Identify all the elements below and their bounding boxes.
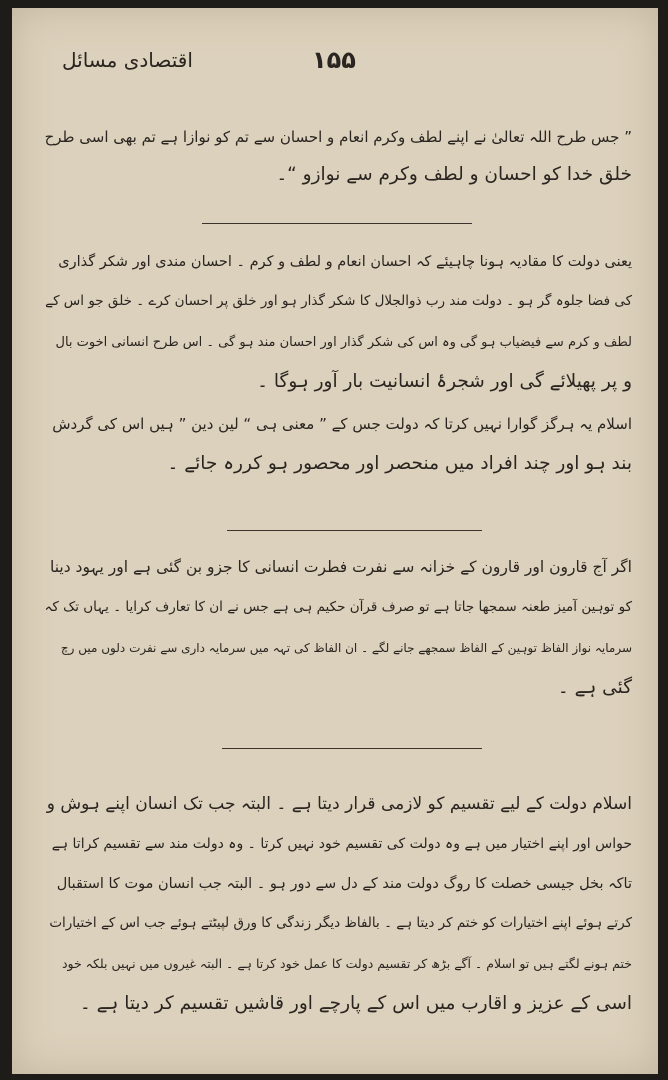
text-line: و پر پھیلائے گی اور شجرۂ انسانیت بار آور ہوگا ۔ xyxy=(257,370,632,392)
text-line: اسلام دولت کے لیے تقسیم کو لازمی قرار دیتا ہے ۔ البتہ جب تک انسان اپنے ہوش و xyxy=(46,793,632,814)
page-number: ۱۵۵ xyxy=(312,46,356,74)
text-line: یعنی دولت کا مقادیہ ہونا چاہیئے کہ احسان انعام و لطف و کرم ۔ احسان مندی اور شکر گذاری xyxy=(58,253,632,270)
text-line: لطف و کرم سے فیضیاب ہو گی وہ اس کی شکر گذار اور احسان مند ہو گی ۔ اس طرح انسانی اخوت بال xyxy=(55,334,632,350)
text-line: حواس اور اپنے اختیار میں ہے وہ دولت کی تقسیم خود نہیں کرتا ۔ وہ دولت مند سے تقسیم کراتا ہے xyxy=(51,836,632,852)
text-line: اسی کے عزیز و اقارب میں اس کے پارچے اور قاشیں تقسیم کر دیتا ہے ۔ xyxy=(79,992,632,1014)
text-line: تاکہ بخل جیسی خصلت کا روگ دولت مند کے دل سے دور ہو ۔ البتہ جب انسان موت کا استقبال xyxy=(56,875,632,892)
paragraph-1 xyxy=(42,242,632,402)
paragraph-2 xyxy=(42,404,632,484)
book-page xyxy=(12,8,658,1074)
text-line: گئی ہے ۔ xyxy=(557,676,632,698)
text-line: ختم ہونے لگتے ہیں تو اسلام ۔ آگے بڑھ کر تقسیم دولت کا عمل خود کرتا ہے ۔ البتہ غیروں میں نہیں بلکہ خود xyxy=(61,955,632,971)
paragraph-3 xyxy=(42,548,632,708)
text-line: کی فضا جلوہ گر ہو ۔ دولت مند رب ذوالجلال کا شکر گذار ہو اور خلق پر احسان کرے ۔ خلق جو اس کے xyxy=(45,293,632,310)
text-line: کرتے ہوئے اپنے اختیارات کو ختم کر دیتا ہے ۔ بالفاظ دیگر زندگی کا ورق لپیٹتے ہوئے جب اس کے اختیارات xyxy=(49,915,632,932)
divider-rule xyxy=(222,748,482,749)
text-line: بند ہو اور چند افراد میں منحصر اور محصور ہو کررہ جائے ۔ xyxy=(167,452,632,474)
quote-block xyxy=(42,118,632,194)
text-line: اسلام یہ ہرگز گوارا نہیں کرتا کہ دولت جس کے ” معنی ہی “ لین دین ” ہیں اس کی گردش xyxy=(52,414,632,433)
paragraph-4 xyxy=(42,784,632,1024)
text-line: اگر آج قارون اور قارون کے خزانہ سے نفرت فطرت انسانی کا جزو بن گئی ہے اور یہود دینا xyxy=(50,558,632,577)
quote-line: ” جس طرح اللہ تعالیٰ نے اپنے لطف وکرم انعام و احسان سے تم کو نوازا ہے تم بھی اسی طرح xyxy=(44,127,632,146)
divider-rule xyxy=(202,223,472,224)
quote-line: خلق خدا کو احسان و لطف وکرم سے نوازو “۔ xyxy=(276,163,632,185)
divider-rule xyxy=(227,530,482,531)
text-line: کو توہین آمیز طعنہ سمجھا جاتا ہے تو صرف قرآن حکیم ہی ہے جس نے ان کا تعارف کرایا ۔ یہاں تک کہ xyxy=(44,599,632,616)
chapter-title: اقتصادی مسائل xyxy=(62,48,193,72)
text-line: سرمایہ نواز الفاظ توہین کے الفاظ سمجھے جانے لگے ۔ ان الفاظ کی تہہ میں سرمایہ داری سے نفرت دلوں میں رچ xyxy=(60,641,632,655)
